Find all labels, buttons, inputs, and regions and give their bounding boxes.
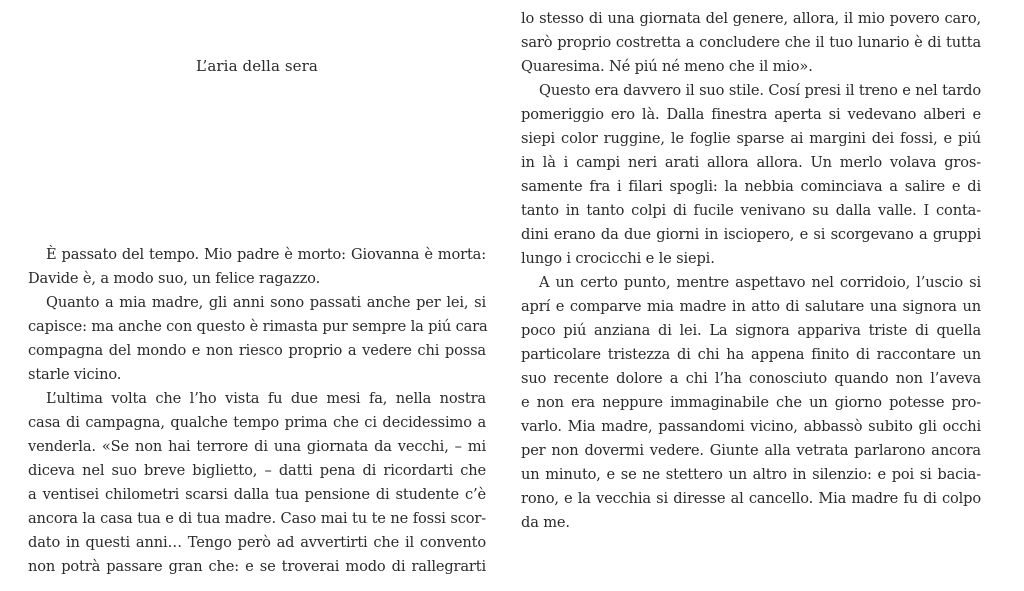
- text-line: lo stesso di una giornata del genere, allora, il mio povero caro,: [521, 10, 981, 27]
- left-page-body: [28, 243, 486, 579]
- text-line: casa di campagna, qualche tempo prima che ci decidessimo a: [28, 414, 486, 431]
- text-line: A un certo punto, mentre aspettavo nel corridoio, l’uscio si: [539, 274, 981, 291]
- right-page: [521, 0, 981, 591]
- text-line: e non era neppure immaginabile che un giorno potesse pro-: [521, 394, 981, 411]
- text-line: da me.: [521, 514, 570, 531]
- text-line: Quanto a mia madre, gli anni sono passati anche per lei, si: [46, 294, 486, 311]
- text-line: È passato del tempo. Mio padre è morto: Giovanna è morta:: [46, 246, 486, 263]
- text-line: aprí e comparve mia madre in atto di salutare una signora un: [521, 298, 981, 315]
- text-line: particolare tristezza di chi ha appena finito di raccontare un: [521, 346, 981, 363]
- text-line: Quaresima. Né piú né meno che il mio».: [521, 58, 813, 75]
- text-line: sarò proprio costretta a concludere che il tuo lunario è di tutta: [521, 34, 981, 51]
- text-line: a ventisei chilometri scarsi dalla tua pensione di studente c’è: [28, 486, 486, 503]
- text-line: capisce: ma anche con questo è rimasta pur sempre la piú cara: [28, 318, 488, 335]
- text-line: Davide è, a modo suo, un felice ragazzo.: [28, 270, 321, 287]
- text-line: suo recente dolore a chi l’ha conosciuto quando non l’aveva: [521, 370, 981, 387]
- text-line: pomeriggio ero là. Dalla finestra aperta si vedevano alberi e: [521, 106, 981, 123]
- text-line: starle vicino.: [28, 366, 122, 383]
- text-line: non potrà passare gran che: e se troverai modo di rallegrarti: [28, 558, 486, 575]
- text-line: compagna del mondo e non riesco proprio a vedere chi possa: [28, 342, 486, 359]
- text-line: per non dovermi vedere. Giunte alla vetrata parlarono ancora: [521, 442, 981, 459]
- text-line: varlo. Mia madre, passandomi vicino, abbassò subito gli occhi: [521, 418, 981, 435]
- text-line: in là i campi neri arati allora allora. Un merlo volava gros-: [521, 154, 981, 171]
- text-line: poco piú anziana di lei. La signora appariva triste di quella: [521, 322, 981, 339]
- text-line: siepi color ruggine, le foglie sparse ai margini dei fossi, e piú: [521, 130, 981, 147]
- text-line: dini erano da due giorni in isciopero, e si scorgevano a gruppi: [521, 226, 981, 243]
- text-line: un minuto, e se ne stettero un altro in silenzio: e poi si bacia-: [521, 466, 981, 483]
- text-line: ancora la casa tua e di tua madre. Caso mai tu te ne fossi scor-: [28, 510, 486, 527]
- left-page: [28, 0, 486, 591]
- text-line: samente fra i filari spogli: la nebbia cominciava a salire e di: [521, 178, 981, 195]
- text-line: Questo era davvero il suo stile. Cosí presi il treno e nel tardo: [539, 82, 981, 99]
- text-line: L’ultima volta che l’ho vista fu due mesi fa, nella nostra: [46, 390, 486, 407]
- right-page-body: [521, 7, 981, 535]
- text-line: rono, e la vecchia si diresse al cancello. Mia madre fu di colpo: [521, 490, 981, 507]
- text-line: tanto in tanto colpi di fucile venivano su dalla valle. I conta-: [521, 202, 981, 219]
- text-line: dato in questi anni… Tengo però ad avvertirti che il convento: [28, 534, 486, 551]
- text-line: lungo i crocicchi e le siepi.: [521, 250, 715, 267]
- text-line: diceva nel suo breve biglietto, – datti pena di ricordarti che: [28, 462, 486, 479]
- text-line: venderla. «Se non hai terrore di una giornata da vecchi, – mi: [28, 438, 486, 455]
- chapter-title: L’aria della sera: [196, 57, 318, 75]
